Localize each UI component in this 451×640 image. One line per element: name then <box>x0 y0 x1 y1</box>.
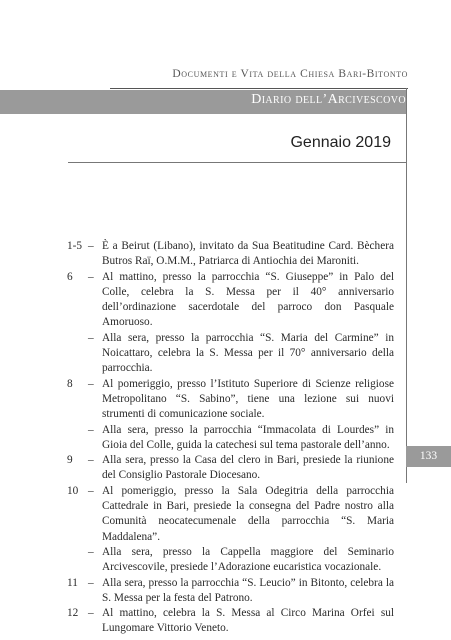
journal-header: Documenti e Vita della Chiesa Bari-Bitonto <box>172 68 408 80</box>
entry-text: Al mattino, celebra la S. Messa al Circo Marina Orfei sul Lungomare Vittorio Veneto. <box>102 607 394 635</box>
entry-day: 9 <box>67 454 73 467</box>
entry-day <box>67 423 88 454</box>
entry-dash: – <box>88 576 94 589</box>
margin-rule <box>406 88 407 483</box>
entry-text: Alla sera, presso la Cappella maggiore del Seminario Arcivescovile, presiede l’Adorazione eucaristica vocazionale. <box>102 545 394 574</box>
entry-dash: – <box>88 607 94 620</box>
entry-text: Al pomeriggio, presso la Sala Odegitria della parrocchia Cattedrale in Bari, presiede la consegna del Padre nostro alla Comunità neocatecumenale della parrocchia “S. Maria Maddalena”. <box>102 484 394 543</box>
entry-text: È a Beirut (Libano), invitato da Sua Beatitudine Card. Bèchera Butros Raï, O.M.M., Patriarca di Antiochia dei Maroniti. <box>102 240 394 268</box>
entry-dash: – <box>88 240 94 252</box>
entry-day: 8 <box>67 377 73 390</box>
diary-entry <box>67 545 394 576</box>
entry-day: 10 <box>67 484 79 497</box>
entry-day <box>67 545 88 576</box>
entry-dash: – <box>88 377 94 390</box>
entry-dash: – <box>88 270 94 283</box>
diary-entry <box>67 423 394 454</box>
page-number: 133 <box>406 446 451 467</box>
entry-text: Al pomeriggio, presso l’Istituto Superiore di Scienze religiose Metropolitano “S. Sabino”, tiene una lezione sui nuovi strumenti di comunicazione sociale. <box>102 377 394 421</box>
entry-dash: – <box>88 545 94 558</box>
entry-dash: – <box>88 423 94 436</box>
diary-entry <box>67 606 394 637</box>
diary-entry <box>67 576 394 607</box>
month-title: Gennaio 2019 <box>290 134 391 151</box>
entry-day: 1-5 <box>67 240 83 252</box>
entry-text: Alla sera, presso la parrocchia “Immacolata di Lourdes” in Gioia del Colle, guida la catechesi sul tema pastorale dell’anno. <box>102 423 394 451</box>
title-rule <box>68 162 406 163</box>
header-rule <box>110 88 408 89</box>
section-title: Diario dell’Arcivescovo <box>251 92 406 107</box>
diary-entry <box>67 239 394 270</box>
diary-entry <box>67 453 394 484</box>
diary-entry <box>67 377 394 423</box>
diary-entry <box>67 270 394 331</box>
entry-day: 12 <box>67 607 79 620</box>
diary-entry <box>67 484 394 545</box>
entry-dash: – <box>88 484 94 497</box>
entry-text: Alla sera, presso la parrocchia “S. Maria del Carmine” in Noicattaro, celebra la S. Messa per il 70° anniversario della parrocchia. <box>102 331 394 375</box>
entry-text: Alla sera, presso la parrocchia “S. Leucio” in Bitonto, celebra la S. Messa per la festa del Patrono. <box>102 576 394 604</box>
entry-text: Alla sera, presso la Casa del clero in Bari, presiede la riunione del Consiglio Pastorale Diocesano. <box>102 454 394 482</box>
diary-entries <box>67 239 394 637</box>
entry-day: 11 <box>67 576 78 589</box>
entry-text: Al mattino, presso la parrocchia “S. Giuseppe” in Palo del Colle, celebra la S. Messa per il 40° anniversario dell’ordinazione sacerdotale del parroco don Pasquale Amoruoso. <box>102 270 394 329</box>
entry-dash: – <box>88 454 94 467</box>
entry-day <box>67 331 88 377</box>
diary-entry <box>67 331 394 377</box>
entry-day: 6 <box>67 270 73 283</box>
entry-dash: – <box>88 331 94 344</box>
